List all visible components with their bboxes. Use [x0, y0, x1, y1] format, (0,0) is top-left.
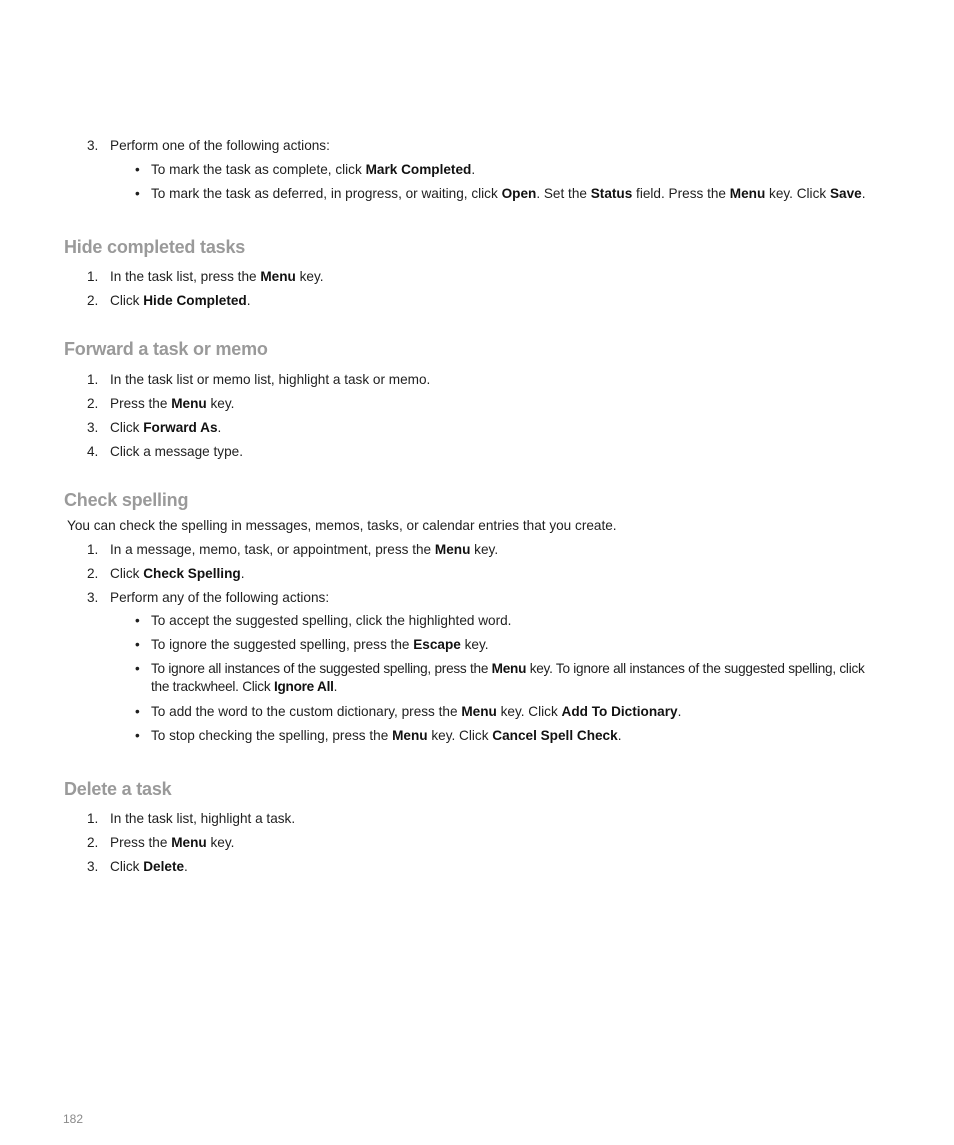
step-number: 3.	[87, 420, 99, 435]
ui-term: Menu	[171, 835, 207, 850]
list-item	[87, 137, 330, 155]
bullet-item: • To ignore all instances of the suggested spelling, press the Menu key. To ignore all instances of the suggested spelling, click the trackwheel. Click Ignore All.	[135, 660, 895, 696]
bullet-icon: •	[135, 704, 140, 719]
list-item: 3. Click Forward As.	[87, 420, 222, 435]
section-intro: You can check the spelling in messages, memos, tasks, or calendar entries that you create.	[67, 518, 617, 533]
bullet-item: • To mark the task as complete, click Mark Completed.	[135, 162, 476, 177]
ui-term: Check Spelling	[143, 566, 241, 581]
list-item: 4. Click a message type.	[87, 444, 243, 459]
bullet-continuation: the trackwheel. Click Ignore All.	[151, 679, 338, 694]
ui-term: Delete	[143, 859, 185, 874]
step-number: 2.	[87, 835, 99, 850]
list-item: 3. Perform any of the following actions:	[87, 590, 330, 605]
ui-term: Menu	[260, 269, 296, 284]
bullet-icon: •	[135, 661, 140, 676]
list-item: 1. In the task list, highlight a task.	[87, 811, 296, 826]
ui-term: Mark Completed	[365, 162, 472, 177]
bullet-item: • To add the word to the custom dictionary, press the Menu key. Click Add To Dictionary.	[135, 704, 682, 719]
ui-term: Ignore All	[273, 679, 334, 694]
list-item: 2. Click Hide Completed.	[87, 293, 251, 308]
bullet-icon: •	[135, 637, 140, 652]
list-item: 1. In the task list, press the Menu key.	[87, 269, 324, 284]
ui-term: Escape	[413, 637, 461, 652]
bullet-item: • To mark the task as deferred, in progress, or waiting, click Open. Set the Status field. Press the Menu key. Click Save.	[135, 186, 866, 201]
list-item: 1. In a message, memo, task, or appointment, press the Menu key.	[87, 542, 499, 557]
step-number: 2.	[87, 566, 99, 581]
step-number: 1.	[87, 542, 99, 557]
list-item: 1. In the task list or memo list, highlight a task or memo.	[87, 372, 431, 387]
list-item: 2. Click Check Spelling.	[87, 566, 245, 581]
step-number: 1.	[87, 811, 99, 826]
bullet-icon: •	[135, 613, 140, 628]
ui-term: Status	[590, 186, 633, 201]
step-number: 4.	[87, 444, 99, 459]
ui-term: Forward As	[143, 420, 218, 435]
ui-term: Menu	[434, 542, 471, 557]
bullet-icon: •	[135, 162, 140, 177]
ui-term: Menu	[491, 661, 527, 676]
ui-term: Menu	[461, 704, 497, 719]
ui-term: Open	[501, 186, 537, 201]
ui-term: Cancel Spell Check	[492, 728, 618, 743]
section-heading-delete-task: Delete a task	[64, 779, 172, 799]
step-number: 3.	[87, 138, 99, 153]
section-heading-check-spelling: Check spelling	[64, 490, 189, 510]
step-number: 3.	[87, 859, 99, 874]
step-number: 1.	[87, 269, 99, 284]
ui-term: Hide Completed	[143, 293, 247, 308]
step-number: 2.	[87, 293, 99, 308]
ui-term: Menu	[729, 186, 766, 201]
step-number: 1.	[87, 372, 99, 387]
bullet-icon: •	[135, 186, 140, 201]
ui-term: Save	[829, 186, 862, 201]
ui-term: Menu	[392, 728, 428, 743]
list-item: 3. Click Delete.	[87, 859, 188, 874]
step-text: Perform one of the following actions:	[110, 138, 330, 153]
bullet-icon: •	[135, 728, 140, 743]
section-heading-hide-completed: Hide completed tasks	[64, 237, 246, 257]
page-number: 182	[63, 1112, 84, 1126]
bullet-item: • To ignore the suggested spelling, press the Escape key.	[135, 637, 489, 652]
section-heading-forward: Forward a task or memo	[64, 339, 268, 359]
bullet-item: • To stop checking the spelling, press the Menu key. Click Cancel Spell Check.	[135, 728, 622, 743]
step-number: 3.	[87, 590, 99, 605]
bullet-item: • To accept the suggested spelling, click the highlighted word.	[135, 613, 512, 628]
list-item: 2. Press the Menu key.	[87, 396, 235, 411]
ui-term: Menu	[171, 396, 207, 411]
step-number: 2.	[87, 396, 99, 411]
ui-term: Add To Dictionary	[561, 704, 678, 719]
list-item: 2. Press the Menu key.	[87, 835, 235, 850]
